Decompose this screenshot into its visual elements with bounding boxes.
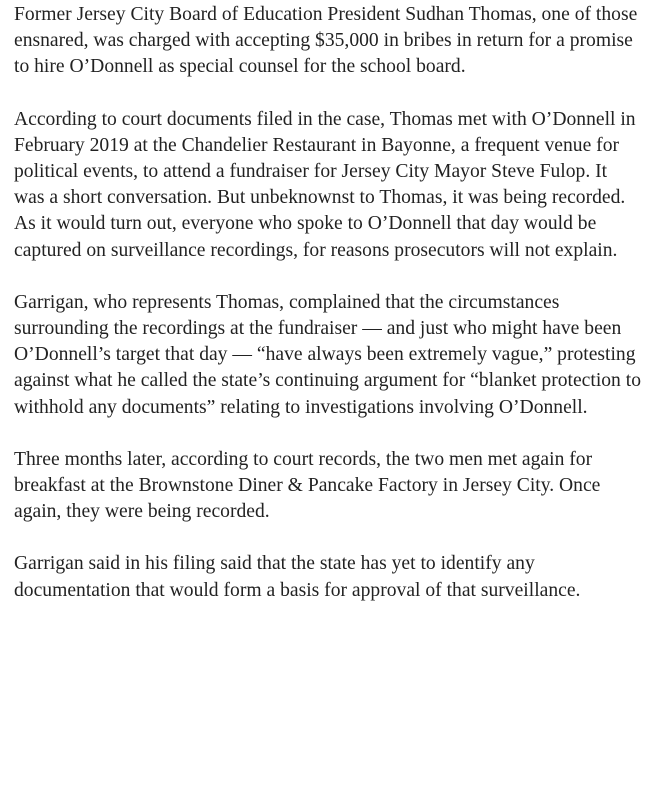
paragraph-1: Former Jersey City Board of Education President Sudhan Thomas, one of those ensnared, was charged with accepting $35,000 in bribes in return for a promise to hire O’Donnell as special counsel for the school board. [14,4,638,78]
paragraph-3: Garrigan, who represents Thomas, complained that the circumstances surrounding the recordings at the fundraiser — and just who might have been O’Donnell’s target that day — “have always been extremely vague,” protesting against what he called the state’s continuing argument for “blanket protection to withhold any documents” relating to investigations involving O’Donnell. [14,291,641,418]
paragraph-2: According to court documents filed in the case, Thomas met with O’Donnell in February 2019 at the Chandelier Restaurant in Bayonne, a frequent venue for political events, to attend a fundraiser for Jersey City Mayor Steve Fulop. It was a short conversation. But unbeknownst to Thomas, it was being recorded. As it would turn out, everyone who spoke to O’Donnell that day would be captured on surveillance recordings, for reasons prosecutors will not explain. [14,108,636,261]
paragraph-4: Three months later, according to court records, the two men met again for breakfast at the Brownstone Diner & Pancake Factory in Jersey City. Once again, they were being recorded. [14,448,601,523]
paragraph-5: Garrigan said in his filing said that the state has yet to identify any documentation that would form a basis for approval of that surveillance. [14,553,581,601]
